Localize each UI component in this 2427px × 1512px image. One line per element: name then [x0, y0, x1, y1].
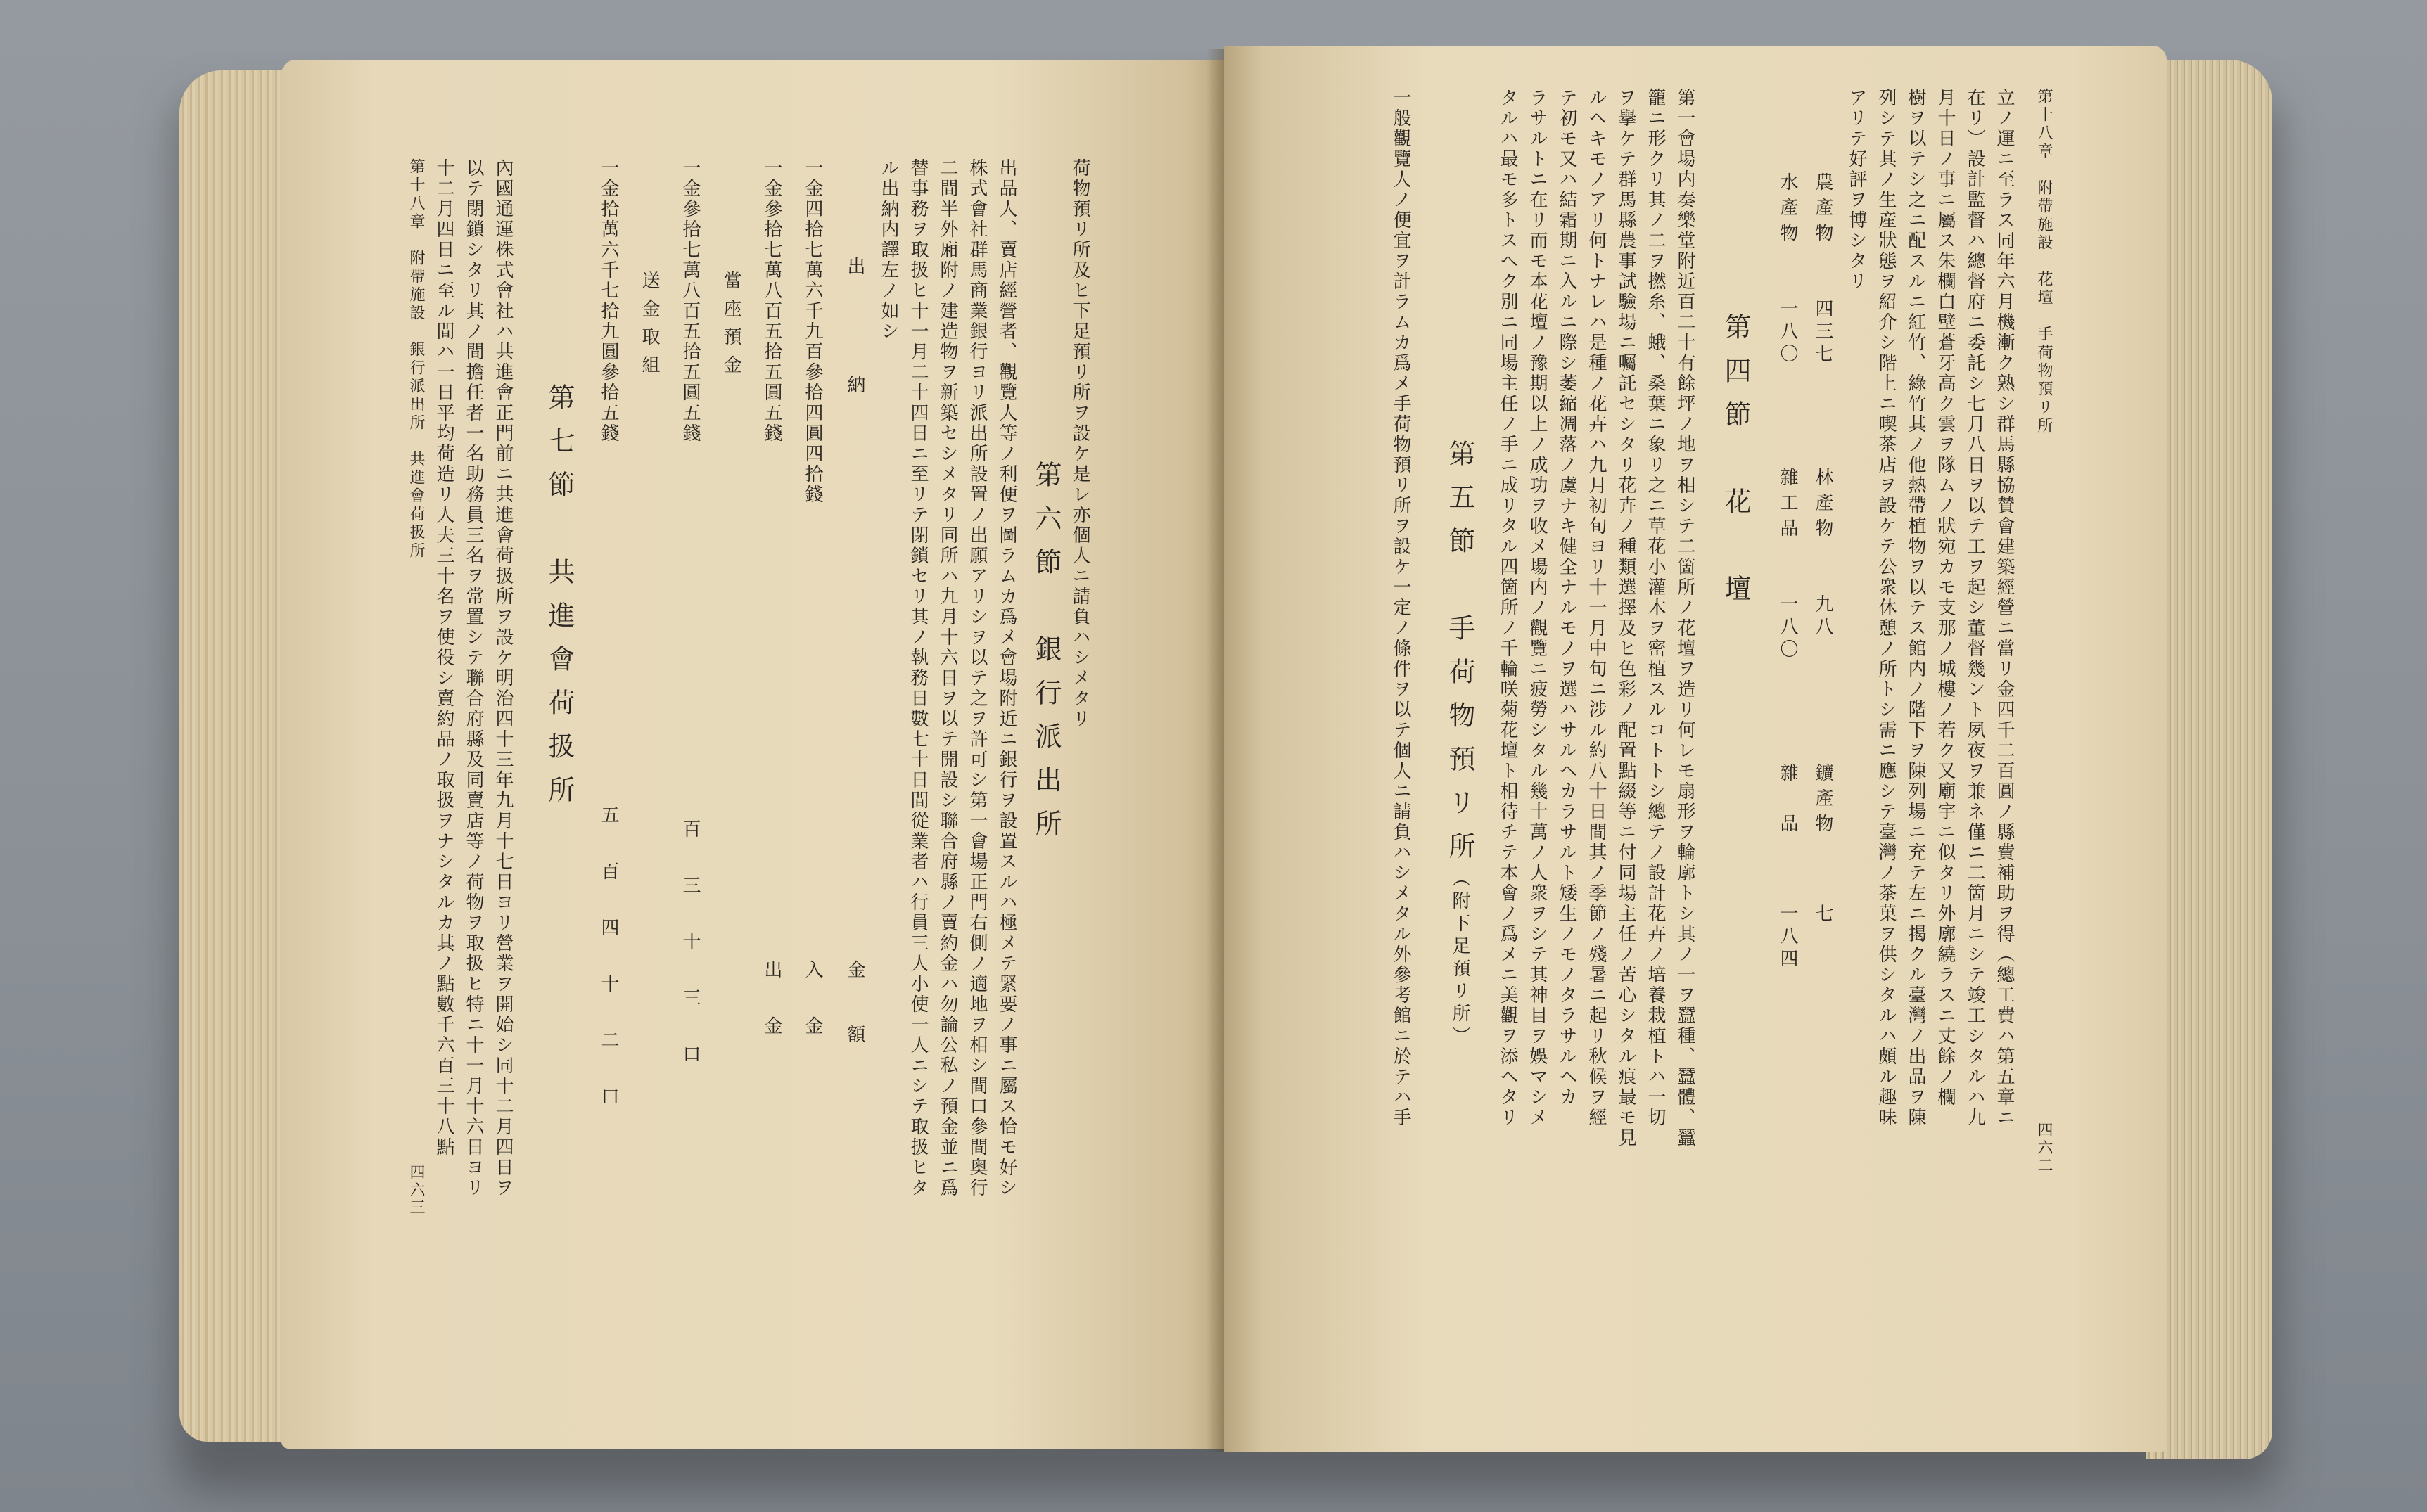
product-name: 雜工品: [1777, 468, 1798, 544]
page-number: 四六三: [407, 1164, 425, 1217]
product-name: 雜 品: [1777, 763, 1798, 839]
right-text-column: タルハ最モ多トスヘク別ニ同場主任ノ手ニ成リタル四箇所ノ千輪咲菊花壇ト相待チテ本會ノ爲メニ美觀ヲ添ヘタリ: [1497, 88, 1518, 1128]
left-text-column: 荷物預リ所及ヒ下足預リ所ヲ設ケ是レ亦個人ニ請負ハシメタリ: [1069, 158, 1090, 729]
left-text-column: 以テ閉鎖シタリ其ノ間擔任者一名助務員三名ヲ常置シテ聯合府縣及同賣店等ノ荷物ヲ取扱ヒ特ニ十一月十六日ヨリ: [463, 158, 484, 1198]
right-text-column: ヲ擧ケテ群馬縣農事試驗場ニ囑託セシタリ花卉ノ種類選擇及ヒ色彩ノ配置點綴等ニ付同場主任ノ苦心シタル痕最モ見: [1615, 88, 1636, 1148]
right-text-column: アリテ好評ヲ博シタリ: [1846, 88, 1867, 292]
table-count: 五 百 四 十 二 口: [598, 805, 619, 1115]
product-value: 一八四: [1777, 904, 1798, 971]
table-row-label: 出 金: [761, 960, 782, 1044]
table-header-kind: 出 納: [844, 257, 865, 414]
page-number: 四六二: [2035, 1122, 2053, 1174]
right-text-column: テ初モ又ハ結霜期ニ入ルニ際シ萎縮凋落ノ虞ナキ健全ナルモノヲ選ハサルヘカラサルト矮生ノモノタラサルヘカ: [1556, 88, 1577, 1108]
section-6-heading: 第六節 銀行派出所: [1031, 461, 1062, 853]
right-text-column: 一般觀覽人ノ便宜ヲ計ラムカ爲メ手荷物預リ所ヲ設ケ一定ノ條件ヲ以テ個人ニ請負ハシメタル外參考館ニ於テハ手: [1390, 88, 1411, 1128]
right-text-column: 樹ヲ以テシ之ニ配スルニ紅竹、綠竹其ノ他熱帶植物ヲ以テス館内ノ階下ヲ陳列場ニ充テ左ニ揭クル臺灣ノ出品ヲ陳: [1905, 88, 1926, 1128]
product-value: 七: [1812, 904, 1833, 926]
right-text-column: ラサルトニ在リ而モ本花壇ノ豫期以上ノ成功ヲ收メ場内ノ觀覽ニ疲勞シタル幾十萬ノ人衆ヲシテ其神目ヲ娛マシメ: [1527, 88, 1548, 1128]
left-text-column: 十二月四日ニ至ル間ハ一日平均荷造リ人夫三十名ヲ使役シ賣約品ノ取扱ヲナシタルカ其ノ點數千六百三十八點: [433, 158, 454, 1158]
product-value: 一八〇: [1777, 299, 1798, 366]
right-text-column: 第一會場内奏樂堂附近百二十有餘坪ノ地ヲ相シテ二箇所ノ花壇ヲ造リ何レモ扇形ヲ輪廓トシ其ノ一ヲ蠶種、蠶體、蠶: [1674, 88, 1695, 1148]
right-text-column: 立ノ運ニ至ラス同年六月機漸ク熟シ群馬縣協賛會建築經營ニ當リ金四千二百圓ノ縣費補助ヲ得（總工費ハ第五章ニ: [1994, 88, 2015, 1128]
left-text-column: 替事務ヲ取扱ヒ十一月二十四日ニ至リテ閉鎖セリ其ノ執務日數七十日間從業者ハ行員三人小使一人ニシテ取扱ヒタ: [907, 158, 929, 1198]
table-amount: 一金拾萬六千七拾九圓參拾五錢: [598, 158, 619, 444]
section-5-note: （附下足預リ所）: [1449, 869, 1470, 1049]
product-value: 四三七: [1812, 299, 1833, 366]
left-text-column: 內國通運株式會社ハ共進會正門前ニ共進會荷扱所ヲ設ケ明治四十三年九月十七日ヨリ營業ヲ開始シ同十二月四日ヲ: [492, 158, 514, 1198]
product-value: 一八〇: [1777, 594, 1798, 662]
table-row-label: 當座預金: [720, 271, 741, 383]
left-text-column: 二間半外廂附ノ建造物ヲ新築セシメタリ同所ハ九月十六日ヲ以テ開設シ聯合府縣ノ賣約金ハ勿論公私ノ預金並ニ爲: [937, 158, 958, 1198]
table-amount: 一金四拾七萬六千九百參拾四圓四拾錢: [802, 158, 823, 505]
table-amount: 一金參拾七萬八百五拾五圓五錢: [761, 158, 782, 444]
right-text-column: 列シテ其ノ生産狀態ヲ紹介シ階上ニ喫茶店ヲ設ケテ公衆休憩ノ所トシ需ニ應シテ臺灣ノ茶菓ヲ供シタルハ頗ル趣味: [1875, 88, 1897, 1128]
right-text-column: 月十日ノ事ニ屬ス朱欄白壁蒼牙高ク雲ヲ隊ムノ狀宛カモ支那ノ城樓ノ若ク又廟宇ニ似タリ外廓繞ラスニ丈餘ノ欄: [1935, 88, 1956, 1108]
left-text-column: ル出納内譯左ノ如シ: [878, 158, 899, 342]
section-7-heading: 第七節 共進會荷扱所: [544, 383, 575, 819]
product-name: 水產物: [1777, 172, 1798, 248]
table-row-label: 入 金: [802, 960, 823, 1044]
table-row-label: 送金取組: [639, 271, 660, 383]
table-count: 百 三 十 三 口: [680, 819, 701, 1072]
left-text-column: 出品人、賣店經營者、觀覽人等ノ利便ヲ圖ラムカ爲メ會場附近ニ銀行ヲ設置スルハ極メテ緊要ノ事ニ屬ス恰モ好シ: [996, 158, 1017, 1198]
section-5-heading: 第五節 手荷物預リ所: [1444, 440, 1475, 876]
product-name: 林產物: [1812, 468, 1833, 544]
product-name: 鑛產物: [1812, 763, 1833, 839]
right-text-column: ルヘキモノアリ何トナレハ是種ノ花卉ハ九月初旬ヨリ十一月中旬ニ涉ル約八十日間其ノ季節ノ殘暑ニ起リ秋候ヲ經: [1586, 88, 1607, 1128]
running-head: 第十八章 附帶施設 銀行派出所 共進會荷扱所: [407, 158, 425, 560]
product-value: 九八: [1812, 594, 1833, 639]
running-head: 第十八章 附帶施設 花壇 手荷物預リ所: [2035, 88, 2053, 435]
product-name: 農產物: [1812, 172, 1833, 248]
right-text-column: 籠ニ形クリ其ノ二ヲ撚糸、蛾、桑葉ニ象リ之ニ草花小灌木ヲ密植スルコトトシ總テノ設計花卉ノ培養栽植トハ一切: [1645, 88, 1666, 1128]
table-header-amount: 金 額: [844, 960, 865, 1057]
right-text-column: 在リ）設計監督ハ總督府ニ委託シ七月八日ヲ以テ工ヲ起シ董督幾ント夙夜ヲ兼ネ僅ニ二箇月ニシテ竣工シタルハ九: [1964, 88, 1985, 1128]
section-4-heading: 第四節 花 壇: [1720, 313, 1751, 618]
right-page: [1224, 46, 2167, 1452]
left-text-column: 株式會社群馬商業銀行ヨリ派出所設置ノ出願アリシヲ以テ之ヲ許可シ第一會場正門右側ノ適地ヲ相シ間口參間奥行: [967, 158, 988, 1198]
table-amount: 一金參拾七萬八百五拾五圓五錢: [680, 158, 701, 444]
left-page: [281, 60, 1224, 1449]
